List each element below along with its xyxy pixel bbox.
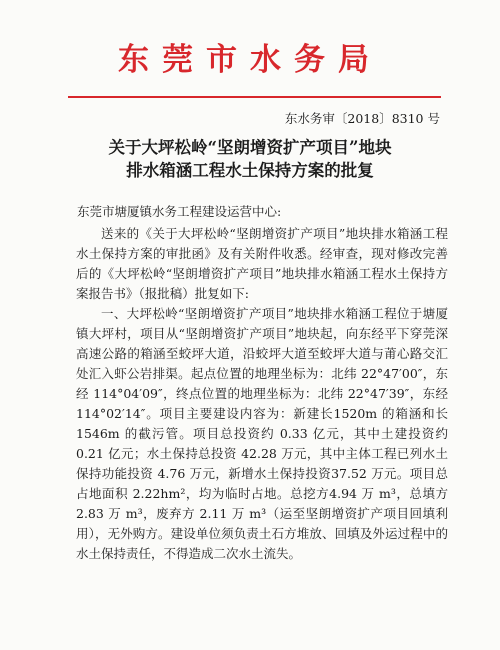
document-title [70, 136, 430, 182]
body-paragraph-1: 送来的《关于大坪松岭“坚朗增资扩产项目”地块排水箱涵工程水土保持方案的审批函》及有关附件收悉。经审查，现对修改完善后的《大坪松岭“坚朗增资扩产项目”地块排水箱涵工程水土保持方案报告书》（报批稿）批复如下: [76, 226, 448, 301]
salutation: 东莞市塘厦镇水务工程建设运营中心: [77, 204, 282, 219]
title-line-2: 排水箱涵工程水土保持方案的批复 [126, 161, 374, 180]
header-red-rule [68, 96, 441, 98]
document-body [76, 224, 448, 564]
body-paragraph-2: 一、大坪松岭“坚朗增资扩产项目”地块排水箱涵工程位于塘厦镇大坪村，项目从“坚朗增资扩产项目”地块起，向东经平下穿莞深高速公路的箱涵至蛟坪大道，沿蛟坪大道至蛟坪大道与莆心路交汇处汇入虾公岩排渠。起点位置的地理坐标为：北纬 22°47′00″，东经 114°04′09″，终点位置的地理坐标为：北纬 22°47′39″，东经 114°02′14″。项目主要建设内容为：新建长1520m 的箱涵和长 1546m 的截污管。项目总投资约 0.33 亿元，其中土建投资约 0.21 亿元；水土保持总投资 42.28 万元，其中主体工程已列水土保持功能投资 4.76 万元，新增水土保持投资37.52 万元。项目总占地面积 2.22hm²，均为临时占地。总挖方4.94 万 m³，总填方 2.83 万 m³，废弃方 2.11 万 m³（运至坚朗增资扩产项目回填利用），无外购方。建设单位须负责土石方堆放、回填及外运过程中的水土保持责任，不得造成二次水土流失。 [76, 306, 448, 561]
title-line-1: 关于大坪松岭“坚朗增资扩产项目”地块 [108, 138, 392, 157]
document-number: 东水务审〔2018〕8310 号 [284, 111, 440, 126]
issuing-organization-header: 东莞市水务局 [118, 42, 382, 78]
